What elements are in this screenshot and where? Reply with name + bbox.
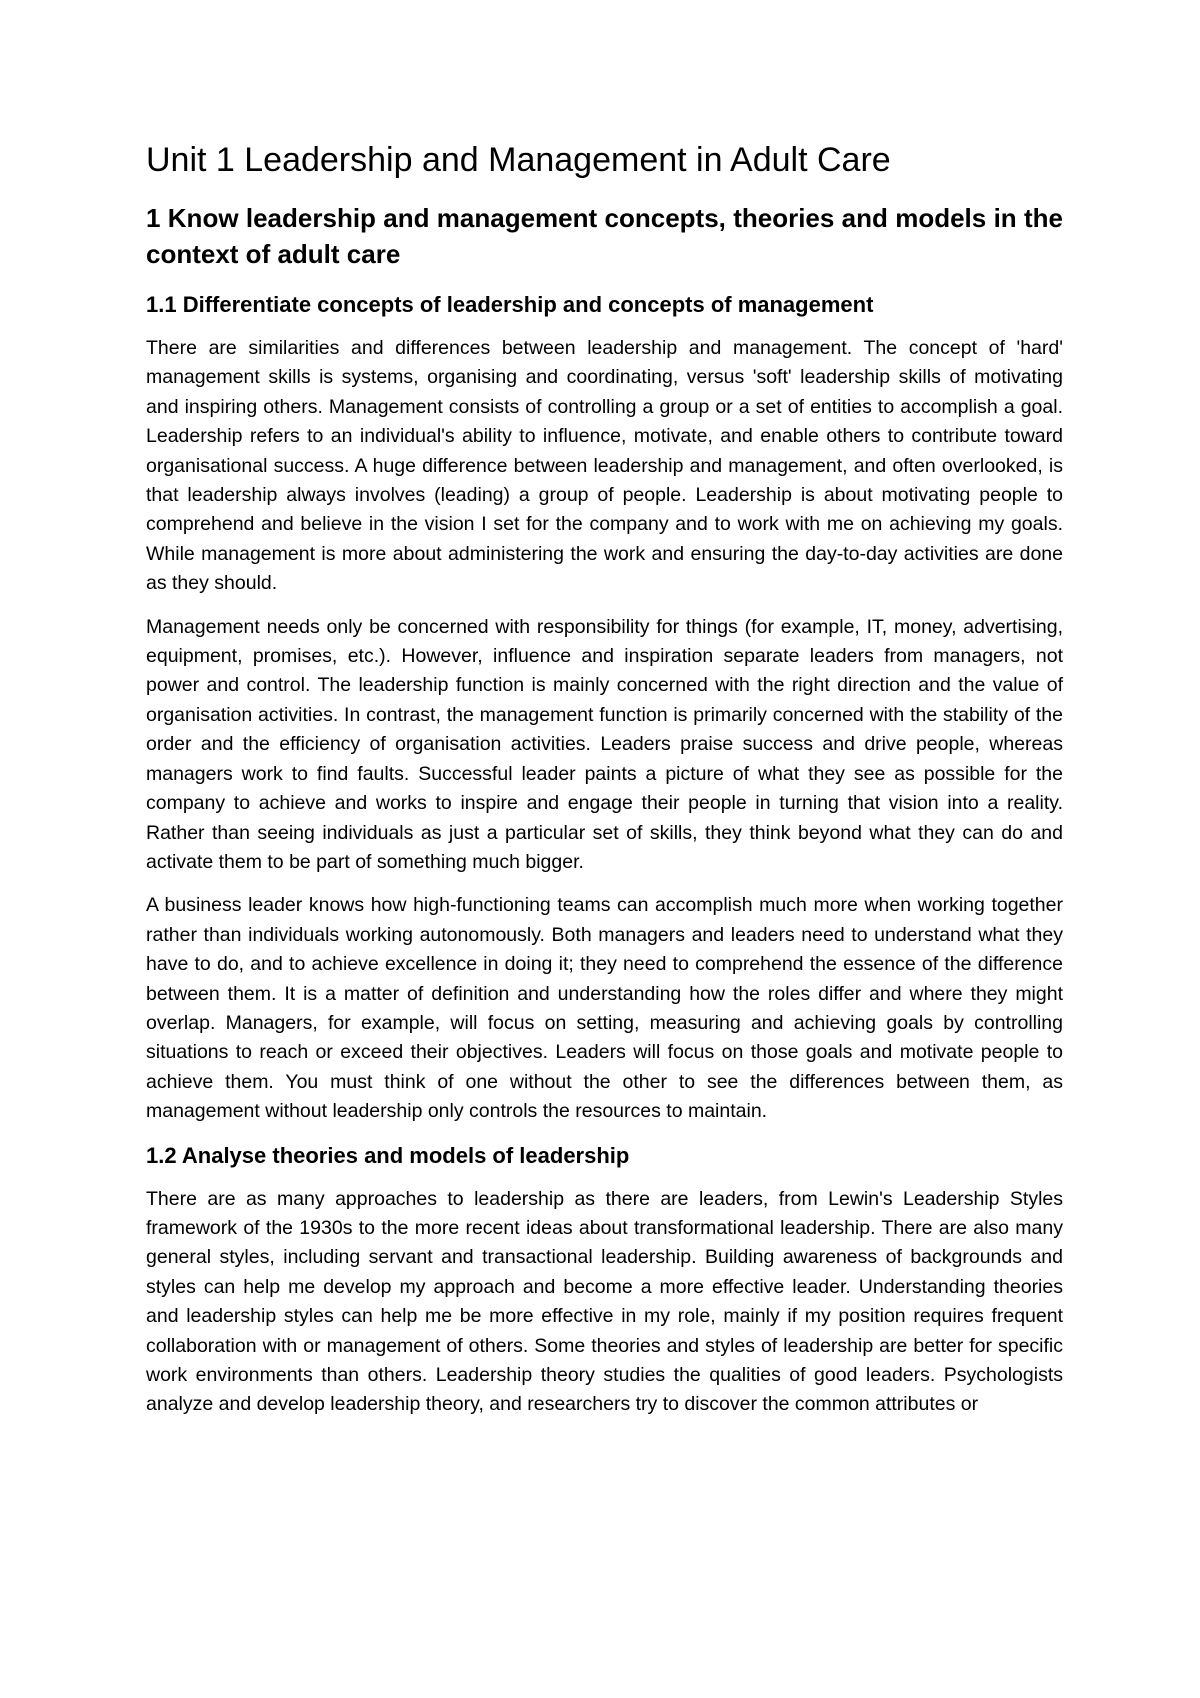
paragraph-1-1-c: A business leader knows how high-functioning teams can accomplish much more when working together rather than individuals working autonomously. Both managers and leaders need to understand what they have to do, and to achieve excellence in doing it; they need to comprehend the essence of the difference between them. It is a matter of definition and understanding how the roles differ and where they might overlap. Managers, for example, will focus on setting, measuring and achieving goals by controlling situations to reach or exceed their objectives. Leaders will focus on those goals and motivate people to achieve them. You must think of one without the other to see the differences between them, as management without leadership only controls the resources to maintain. [146,894,1063,1123]
paragraph-1-2-a: There are as many approaches to leadership as there are leaders, from Lewin's Leadership Styles framework of the 1930s to the more recent ideas about transformational leadership. There are also many general styles, including servant and transactional leadership. Building awareness of backgrounds and styles can help me develop my approach and become a more effective leader. Understanding theories and leadership styles can help me be more effective in my role, mainly if my position requires frequent collaboration with or management of others. Some theories and styles of leadership are better for specific work environments than others. Leadership theory studies the qualities of good leaders. Psychologists analyze and develop leadership theory, and researchers try to discover the common attributes or [146,1187,1063,1416]
subsection-heading-1-2: 1.2 Analyse theories and models of leadership [146,1142,630,1168]
document-title: Unit 1 Leadership and Management in Adult Care [146,141,891,179]
document-page [146,138,1063,1434]
paragraph-1-1-b: Management needs only be concerned with responsibility for things (for example, IT, money, advertising, equipment, promises, etc.). However, influence and inspiration separate leaders from managers, not power and control. The leadership function is mainly concerned with the right direction and the value of organisation activities. In contrast, the management function is primarily concerned with the stability of the order and the efficiency of organisation activities. Leaders praise success and drive people, whereas managers work to find faults. Successful leader paints a picture of what they see as possible for the company to achieve and works to inspire and engage their people in turning that vision into a reality. Rather than seeing individuals as just a particular set of skills, they think beyond what they can do and activate them to be part of something much bigger. [146,615,1063,873]
paragraph-1-1-a: There are similarities and differences between leadership and management. The concept of 'hard' management skills is systems, organising and coordinating, versus 'soft' leadership skills of motivating and inspiring others. Management consists of controlling a group or a set of entities to accomplish a goal. Leadership refers to an individual's ability to influence, motivate, and enable others to contribute toward organisational success. A huge difference between leadership and management, and often overlooked, is that leadership always involves (leading) a group of people. Leadership is about motivating people to comprehend and believe in the vision I set for the company and to work with me on achieving my goals. While management is more about administering the work and ensuring the day-to-day activities are done as they should. [146,337,1063,595]
subsection-heading-1-1: 1.1 Differentiate concepts of leadership and concepts of management [146,292,874,317]
section-heading: 1 Know leadership and management concepts, theories and models in the context of adult care [146,203,1063,269]
